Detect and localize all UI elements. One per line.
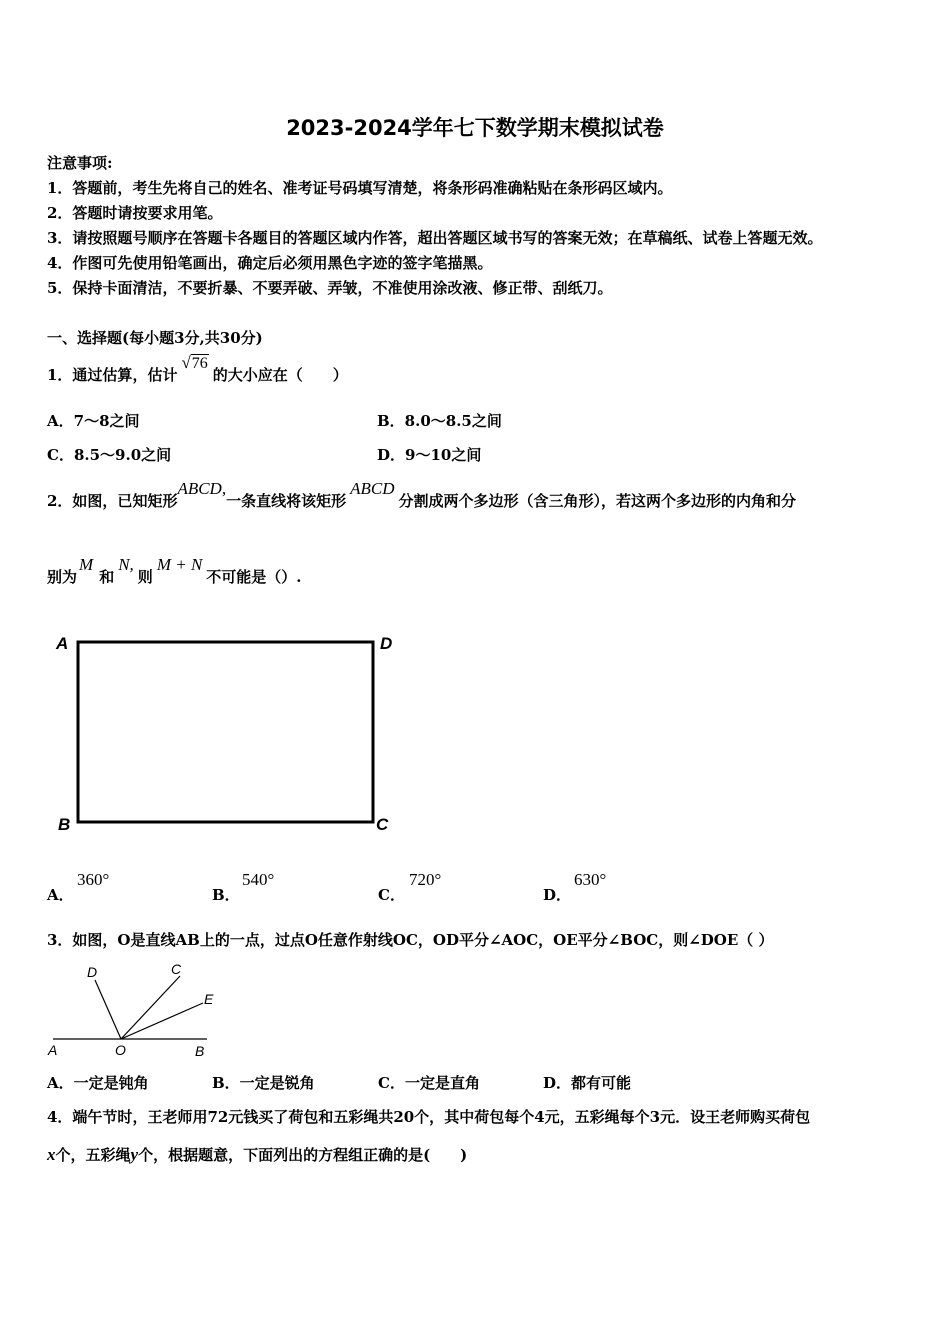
q1-option-d[interactable]: D．9～10之间 [377,446,482,464]
rectangle-abcd [78,642,373,822]
notice-item: 5．保持卡面清洁，不要折暴、不要弄破、弄皱，不准使用涂改液、修正带、刮纸刀。 [47,279,613,297]
q2-option-a-value: 360° [77,870,110,889]
q2-option-a-letter[interactable]: A． [47,886,74,904]
ray-oc [121,976,180,1039]
q2-text: 不可能是（）. [206,568,302,586]
q4-text: 个，五彩绳 [55,1146,131,1164]
q2-text: 一条直线将该矩形 [226,492,347,510]
label-o: O [115,1042,126,1058]
q4-var-x: x [47,1145,56,1164]
q2-math-abcd: ABCD, [177,479,227,498]
ray-od [95,980,121,1039]
figure-label-a: A [56,634,69,653]
notice-item: 4．作图可先使用铅笔画出，确定后必须用黑色字迹的签字笔描黑。 [47,254,493,272]
q2-option-d-letter[interactable]: D． [543,886,572,904]
q3-option-a[interactable]: A．一定是钝角 [47,1074,149,1092]
q2-math-mn: M + N [156,555,203,574]
q2-stem-line1 [47,479,797,511]
q4-var-y: y [130,1145,139,1164]
q2-math-abcd: ABCD [350,479,395,498]
q4-stem-line1: 4．端午节时，王老师用72元钱买了荷包和五彩绳共20个，其中荷包每个4元，五彩绳每个3元．设王老师购买荷包 [47,1108,811,1126]
q4-text: 个，根据题意，下面列出的方程组正确的是( ) [138,1146,468,1164]
q2-option-d-value: 630° [574,870,607,889]
label-d: D [87,964,98,980]
q3-option-b[interactable]: B．一定是锐角 [212,1074,315,1092]
q2-option-b-letter[interactable]: B． [212,886,240,904]
q2-text: 2．如图，已知矩形 [47,492,178,510]
label-c: C [171,961,182,977]
q1-sqrt: √76 [181,353,208,372]
q2-text: 和 [99,568,115,586]
q3-option-c[interactable]: C．一定是直角 [378,1074,480,1092]
notice-item: 3．请按照题号顺序在答题卡各题目的答题区域内作答，超出答题区域书写的答案无效；在草稿纸、试卷上答题无效。 [47,229,823,247]
q1-radicand: 76 [191,355,208,372]
q2-text: 分割成两个多边形（含三角形），若这两个多边形的内角和分 [398,492,797,510]
figure-label-c: C [376,815,389,834]
q1-text-post: 的大小应在（ ） [212,366,348,384]
q1-option-a[interactable]: A．7～8之间 [47,412,140,430]
q1-stem [47,353,348,385]
q1-option-b[interactable]: B．8.0～8.5之间 [377,412,502,430]
q3-option-d[interactable]: D．都有可能 [543,1074,632,1092]
q2-math-n: N, [118,555,134,574]
figure-label-d: D [380,634,393,653]
ray-oe [121,1003,203,1039]
figure-label-b: B [58,815,71,834]
notice-heading: 注意事项: [47,154,113,172]
q1-text-pre: 1．通过估算，估计 [47,366,178,384]
q2-option-b-value: 540° [242,870,275,889]
label-e: E [204,991,214,1007]
q2-stem-line2 [47,555,302,587]
rectangle-figure [50,625,410,840]
q1-option-c[interactable]: C．8.5～9.0之间 [47,446,172,464]
angle-figure [45,958,220,1063]
page-title: 2023-2024学年七下数学期末模拟试卷 [286,116,664,140]
label-b: B [195,1043,205,1059]
notice-item: 1．答题前，考生先将自己的姓名、准考证号码填写清楚，将条形码准确粘贴在条形码区域内。 [47,179,673,197]
label-a: A [48,1042,58,1058]
q2-option-c-value: 720° [409,870,442,889]
q3-stem: 3．如图，O是直线AB上的一点，过点O任意作射线OC，OD平分∠AOC，OE平分∠BOC，则∠DOE（ ） [47,931,774,949]
q4-stem-line2 [47,1144,467,1165]
q2-option-c-letter[interactable]: C． [378,886,405,904]
section-heading: 一、选择题(每小题3分,共30分) [47,329,263,347]
q2-math-m: M [79,555,94,574]
q2-text: 则 [137,568,153,586]
notice-item: 2．答题时请按要求用笔。 [47,204,223,222]
q2-text: 别为 [47,568,78,586]
